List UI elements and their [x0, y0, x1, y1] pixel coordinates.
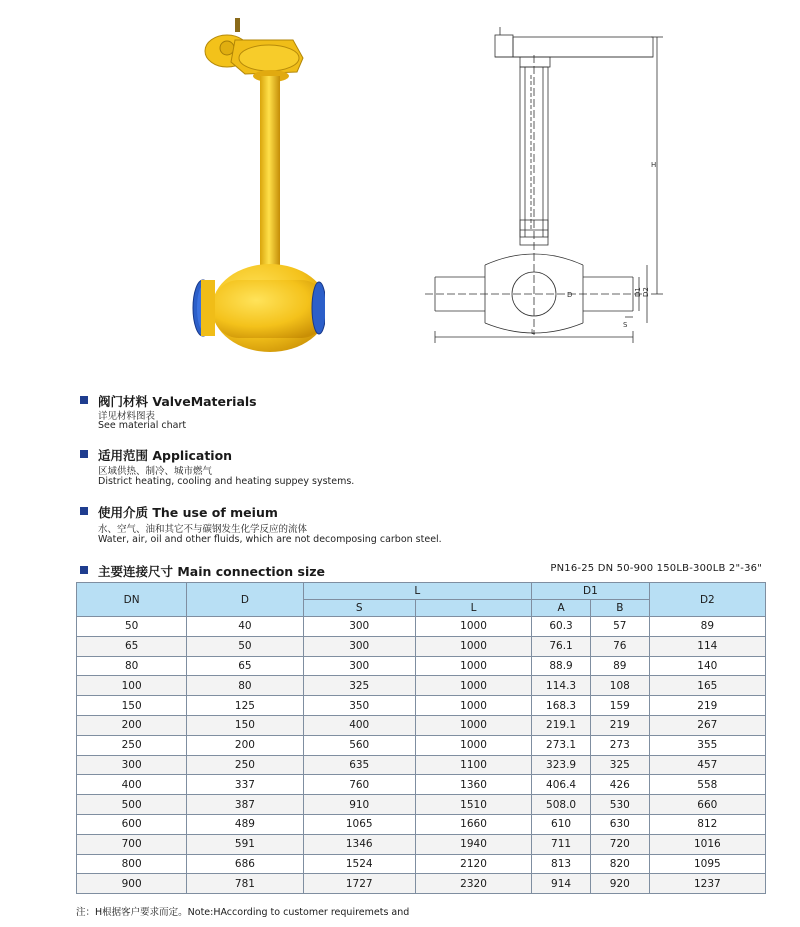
header-dn: DN	[77, 583, 187, 617]
cell-dn: 600	[77, 814, 187, 834]
cell-d1-b: 159	[590, 696, 649, 716]
cell-s: 1524	[303, 854, 415, 874]
table-row	[77, 696, 766, 716]
section-text-en: See material chart	[98, 420, 187, 431]
cell-d1-b: 630	[590, 814, 649, 834]
header-b: B	[590, 600, 649, 617]
table-row	[77, 656, 766, 676]
cell-dn: 800	[77, 854, 187, 874]
header-d: D	[187, 583, 303, 617]
footnote: 注：H根据客户要求而定。Note:HAccording to customer requiremets and	[76, 907, 410, 918]
cell-dn: 700	[77, 834, 187, 854]
cell-d2: 1095	[649, 854, 765, 874]
table-row	[77, 715, 766, 735]
cell-dn: 100	[77, 676, 187, 696]
cell-s: 910	[303, 795, 415, 815]
section-title: 使用介质 The use of meium	[98, 505, 278, 520]
header-a: A	[532, 600, 591, 617]
cell-d2: 660	[649, 795, 765, 815]
bullet-icon	[80, 507, 88, 515]
table-body	[77, 617, 766, 894]
section-text-cn: 水、空气、油和其它不与碳钢发生化学反应的流体	[98, 524, 308, 535]
cell-s: 300	[303, 636, 415, 656]
cell-dn: 80	[77, 656, 187, 676]
cell-d1-a: 76.1	[532, 636, 591, 656]
cell-d1-a: 219.1	[532, 715, 591, 735]
cell-s: 635	[303, 755, 415, 775]
cell-l: 2120	[415, 854, 531, 874]
section-text-en: Water, air, oil and other fluids, which are not decomposing carbon steel.	[98, 534, 442, 545]
header-d2: D2	[649, 583, 765, 617]
header-l: L	[415, 600, 531, 617]
cell-l: 1000	[415, 696, 531, 716]
cell-l: 1100	[415, 755, 531, 775]
cell-d1-b: 273	[590, 735, 649, 755]
drawing-label-l: L	[531, 328, 535, 336]
cell-d: 125	[187, 696, 303, 716]
cell-dn: 300	[77, 755, 187, 775]
cell-d2: 267	[649, 715, 765, 735]
table-row	[77, 617, 766, 637]
cell-d: 591	[187, 834, 303, 854]
cell-d2: 219	[649, 696, 765, 716]
table-row	[77, 676, 766, 696]
cell-d1-b: 108	[590, 676, 649, 696]
cell-d: 686	[187, 854, 303, 874]
cell-d2: 812	[649, 814, 765, 834]
cell-d2: 114	[649, 636, 765, 656]
cell-d: 337	[187, 775, 303, 795]
cell-d1-a: 168.3	[532, 696, 591, 716]
cell-d2: 457	[649, 755, 765, 775]
cell-dn: 250	[77, 735, 187, 755]
cell-d1-a: 813	[532, 854, 591, 874]
table-row	[77, 854, 766, 874]
cell-d: 65	[187, 656, 303, 676]
cell-s: 400	[303, 715, 415, 735]
cell-d1-a: 508.0	[532, 795, 591, 815]
cell-d1-b: 219	[590, 715, 649, 735]
connection-size-table	[76, 582, 766, 894]
cell-d1-b: 57	[590, 617, 649, 637]
table-row	[77, 636, 766, 656]
cell-d: 781	[187, 874, 303, 894]
cell-d1-b: 920	[590, 874, 649, 894]
cell-d1-a: 273.1	[532, 735, 591, 755]
cell-d: 40	[187, 617, 303, 637]
header-s: S	[303, 600, 415, 617]
valve-drawing	[425, 15, 675, 350]
cell-d2: 89	[649, 617, 765, 637]
cell-d2: 558	[649, 775, 765, 795]
cell-s: 560	[303, 735, 415, 755]
drawing-label-s: S	[623, 321, 628, 329]
cell-l: 1000	[415, 656, 531, 676]
cell-d2: 355	[649, 735, 765, 755]
cell-d1-b: 820	[590, 854, 649, 874]
cell-s: 300	[303, 656, 415, 676]
section-title: 阀门材料 ValveMaterials	[98, 394, 257, 409]
cell-d1-a: 114.3	[532, 676, 591, 696]
cell-s: 1727	[303, 874, 415, 894]
header-d1-group: D1	[532, 583, 649, 600]
cell-s: 325	[303, 676, 415, 696]
cell-d: 489	[187, 814, 303, 834]
bullet-icon	[80, 396, 88, 404]
drawing-label-d1: D1	[634, 287, 642, 297]
cell-d1-a: 88.9	[532, 656, 591, 676]
cell-l: 1940	[415, 834, 531, 854]
cell-dn: 400	[77, 775, 187, 795]
cell-s: 1065	[303, 814, 415, 834]
cell-l: 1660	[415, 814, 531, 834]
cell-l: 2320	[415, 874, 531, 894]
header-l-group: L	[303, 583, 532, 600]
table-row	[77, 775, 766, 795]
bullet-icon	[80, 450, 88, 458]
cell-d: 80	[187, 676, 303, 696]
section-text-en: District heating, cooling and heating suppey systems.	[98, 476, 355, 487]
valve-photo	[185, 18, 325, 353]
cell-s: 350	[303, 696, 415, 716]
table-row	[77, 795, 766, 815]
section-title: 主要连接尺寸 Main connection size	[98, 564, 326, 579]
cell-d1-a: 60.3	[532, 617, 591, 637]
section-text-cn: 区域供热、制冷、城市燃气	[98, 466, 213, 477]
cell-l: 1000	[415, 676, 531, 696]
drawing-label-h: H	[651, 161, 657, 169]
cell-dn: 900	[77, 874, 187, 894]
cell-d1-a: 914	[532, 874, 591, 894]
cell-dn: 65	[77, 636, 187, 656]
spec-range: PN16-25 DN 50-900 150LB-300LB 2"-36"	[550, 563, 762, 574]
table-row	[77, 755, 766, 775]
cell-d1-b: 325	[590, 755, 649, 775]
table-row	[77, 814, 766, 834]
section-text-cn: 详见材料图表	[98, 411, 156, 422]
cell-dn: 150	[77, 696, 187, 716]
cell-l: 1000	[415, 636, 531, 656]
cell-d1-b: 530	[590, 795, 649, 815]
cell-d: 50	[187, 636, 303, 656]
cell-d1-a: 323.9	[532, 755, 591, 775]
cell-dn: 200	[77, 715, 187, 735]
cell-d: 250	[187, 755, 303, 775]
drawing-label-d: D	[567, 291, 573, 299]
cell-d1-a: 406.4	[532, 775, 591, 795]
cell-l: 1510	[415, 795, 531, 815]
section-title: 适用范围 Application	[98, 448, 233, 463]
table-row	[77, 874, 766, 894]
cell-d1-b: 89	[590, 656, 649, 676]
cell-dn: 500	[77, 795, 187, 815]
drawing-label-d2: D2	[642, 287, 650, 297]
table-row	[77, 735, 766, 755]
cell-s: 760	[303, 775, 415, 795]
cell-d1-b: 720	[590, 834, 649, 854]
cell-l: 1360	[415, 775, 531, 795]
bullet-icon	[80, 566, 88, 574]
cell-dn: 50	[77, 617, 187, 637]
cell-d1-b: 426	[590, 775, 649, 795]
cell-d1-a: 711	[532, 834, 591, 854]
cell-l: 1000	[415, 735, 531, 755]
cell-l: 1000	[415, 715, 531, 735]
cell-d2: 165	[649, 676, 765, 696]
cell-s: 300	[303, 617, 415, 637]
cell-d1-a: 610	[532, 814, 591, 834]
cell-d1-b: 76	[590, 636, 649, 656]
cell-d: 150	[187, 715, 303, 735]
cell-d2: 1016	[649, 834, 765, 854]
table-row	[77, 834, 766, 854]
cell-s: 1346	[303, 834, 415, 854]
cell-d2: 140	[649, 656, 765, 676]
cell-d: 387	[187, 795, 303, 815]
cell-l: 1000	[415, 617, 531, 637]
cell-d: 200	[187, 735, 303, 755]
cell-d2: 1237	[649, 874, 765, 894]
